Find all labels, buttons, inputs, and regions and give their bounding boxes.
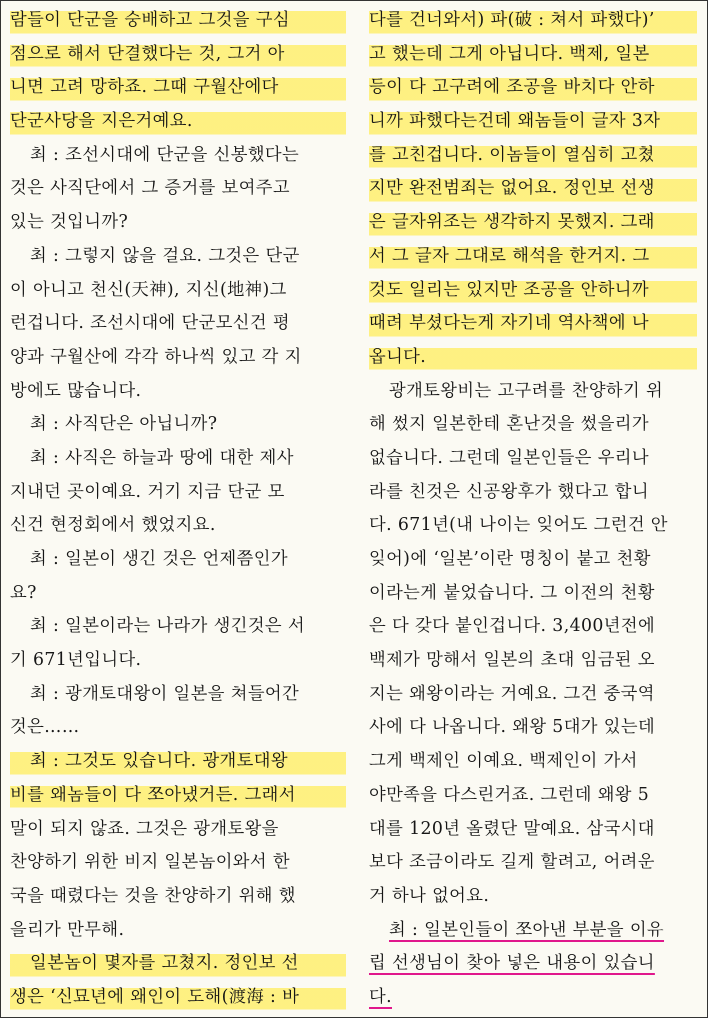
text-line: 것은 사직단에서 그 증거를 보여주고 (10, 178, 290, 199)
text-line: 최 : 조선시대에 단군을 신봉했다는 (30, 144, 300, 165)
text-line: 비를 왜놈들이 다 쪼아냈거든. 그래서 (10, 780, 346, 811)
text-line: 것은…… (10, 717, 80, 738)
text-line: 다. 671년(내 나이는 잊어도 그런건 안 (369, 515, 668, 536)
text-line: 최 : 사직단은 아닙니까? (30, 414, 218, 435)
text-line: 최 : 광개토대왕이 일본을 쳐들어간 (30, 683, 300, 704)
text-line: 그게 백제인 이예요. 백제인이 가서 (369, 751, 638, 772)
text-line: 해 썼지 일본한테 혼난것을 썼을리가 (369, 414, 649, 435)
text-line: 이라는게 붙었습니다. 그 이전의 천황 (369, 582, 655, 603)
text-line: 은 글자위조는 생각하지 못했지. 그래 (369, 207, 697, 238)
text-line: 니까 파했다는건데 왜놈들이 글자 3자 (369, 106, 697, 137)
text-line: 요? (10, 582, 37, 603)
text-line: 옵니다. (369, 342, 697, 373)
text-line: 것도 일리는 있지만 조공을 안하니까 (369, 275, 697, 306)
text-line: 있는 것입니까? (10, 212, 129, 233)
text-line: 런겁니다. 조선시대에 단군모신건 평 (10, 313, 290, 334)
text-line: 보다 조금이라도 길게 할려고, 어려운 (369, 852, 655, 873)
text-line: 단군사당을 지은거예요. (10, 106, 346, 137)
text-line: 없습니다. 그런데 일본인들은 우리나 (369, 447, 649, 468)
text-line: 지는 왜왕이라는 거예요. 그건 중국역 (369, 683, 655, 704)
text-line: 다. (369, 986, 392, 1007)
text-line: 사에 다 나옵니다. 왜왕 5대가 있는데 (369, 717, 656, 738)
text-line: 립 선생님이 찾아 넣은 내용이 있습니 (369, 953, 655, 974)
text-line: 은 다 갖다 붙인겁니다. 3,400년전에 (369, 616, 656, 637)
text-line: 신건 현정회에서 했었지요. (10, 515, 216, 536)
text-line: 최 : 일본이라는 나라가 생긴것은 서 (30, 616, 306, 637)
text-line: 지만 완전범죄는 없어요. 정인보 선생 (369, 173, 697, 204)
text-line: 찬양하기 위한 비지 일본놈이와서 한 (10, 852, 290, 873)
text-line: 방에도 많습니다. (10, 380, 142, 401)
text-line: 대를 120년 올렸단 말예요. 삼국시대 (369, 818, 655, 839)
text-line: 생은 ‘신묘년에 왜인이 도해(渡海 : 바 (10, 982, 346, 1013)
text-line: 양과 구월산에 각각 하나씩 있고 각 지 (10, 346, 302, 367)
text-line: 최 : 그것도 있습니다. 광개토대왕 (10, 746, 346, 777)
text-line: 다를 건너와서) 파(破 : 쳐서 파했다)’ (369, 5, 697, 36)
text-line: 라를 친것은 신공왕후가 했다고 합니 (369, 481, 649, 502)
text-line: 이 아니고 천신(天神), 지신(地神)그 (10, 279, 287, 300)
text-line: 거 하나 없어요. (369, 885, 490, 906)
text-line: 광개토왕비는 고구려를 찬양하기 위 (389, 380, 664, 401)
text-line: 백제가 망해서 일본의 초대 임금된 오 (369, 650, 655, 671)
text-line: 람들이 단군을 숭배하고 그것을 구심 (10, 5, 346, 36)
text-line: 점으로 해서 단결했다는 것, 그거 아 (10, 39, 346, 70)
text-line: 을리가 만무해. (10, 919, 125, 940)
text-line: 를 고친겁니다. 이놈들이 열심히 고쳤 (369, 140, 697, 171)
text-line: 니면 고려 망하죠. 그때 구월산에다 (10, 72, 346, 103)
text-line: 국을 때렸다는 것을 찬양하기 위해 했 (10, 885, 296, 906)
text-line: 잊어)에 ‘일본’이란 명칭이 붙고 천황 (369, 549, 651, 569)
text-line: 말이 되지 않죠. 그것은 광개토왕을 (10, 818, 279, 839)
text-line: 최 : 일본이 생긴 것은 언제쯤인가 (30, 549, 288, 569)
right-column (369, 5, 697, 1016)
text-line: 때려 부셨다는게 자기네 역사책에 나 (369, 308, 697, 339)
text-line: 최 : 그렇지 않을 걸요. 그것은 단군 (30, 245, 300, 266)
text-line: 고 했는데 그게 아닙니다. 백제, 일본 (369, 39, 697, 70)
text-line: 최 : 일본인들이 쪼아낸 부분을 이유 (389, 919, 665, 940)
text-line: 지내던 곳이예요. 거기 지금 단군 모 (10, 481, 285, 502)
text-line: 기 671년입니다. (10, 650, 142, 671)
text-line: 일본놈이 몇자를 고쳤지. 정인보 선 (10, 948, 346, 979)
text-line: 등이 다 고구려에 조공을 바치다 안하 (369, 72, 697, 103)
text-line: 야만족을 다스린거죠. 그런데 왜왕 5 (369, 784, 650, 805)
text-line: 최 : 사직은 하늘과 땅에 대한 제사 (30, 447, 294, 468)
text-line: 서 그 글자 그대로 해석을 한거지. 그 (369, 241, 697, 272)
left-column (10, 5, 346, 1016)
